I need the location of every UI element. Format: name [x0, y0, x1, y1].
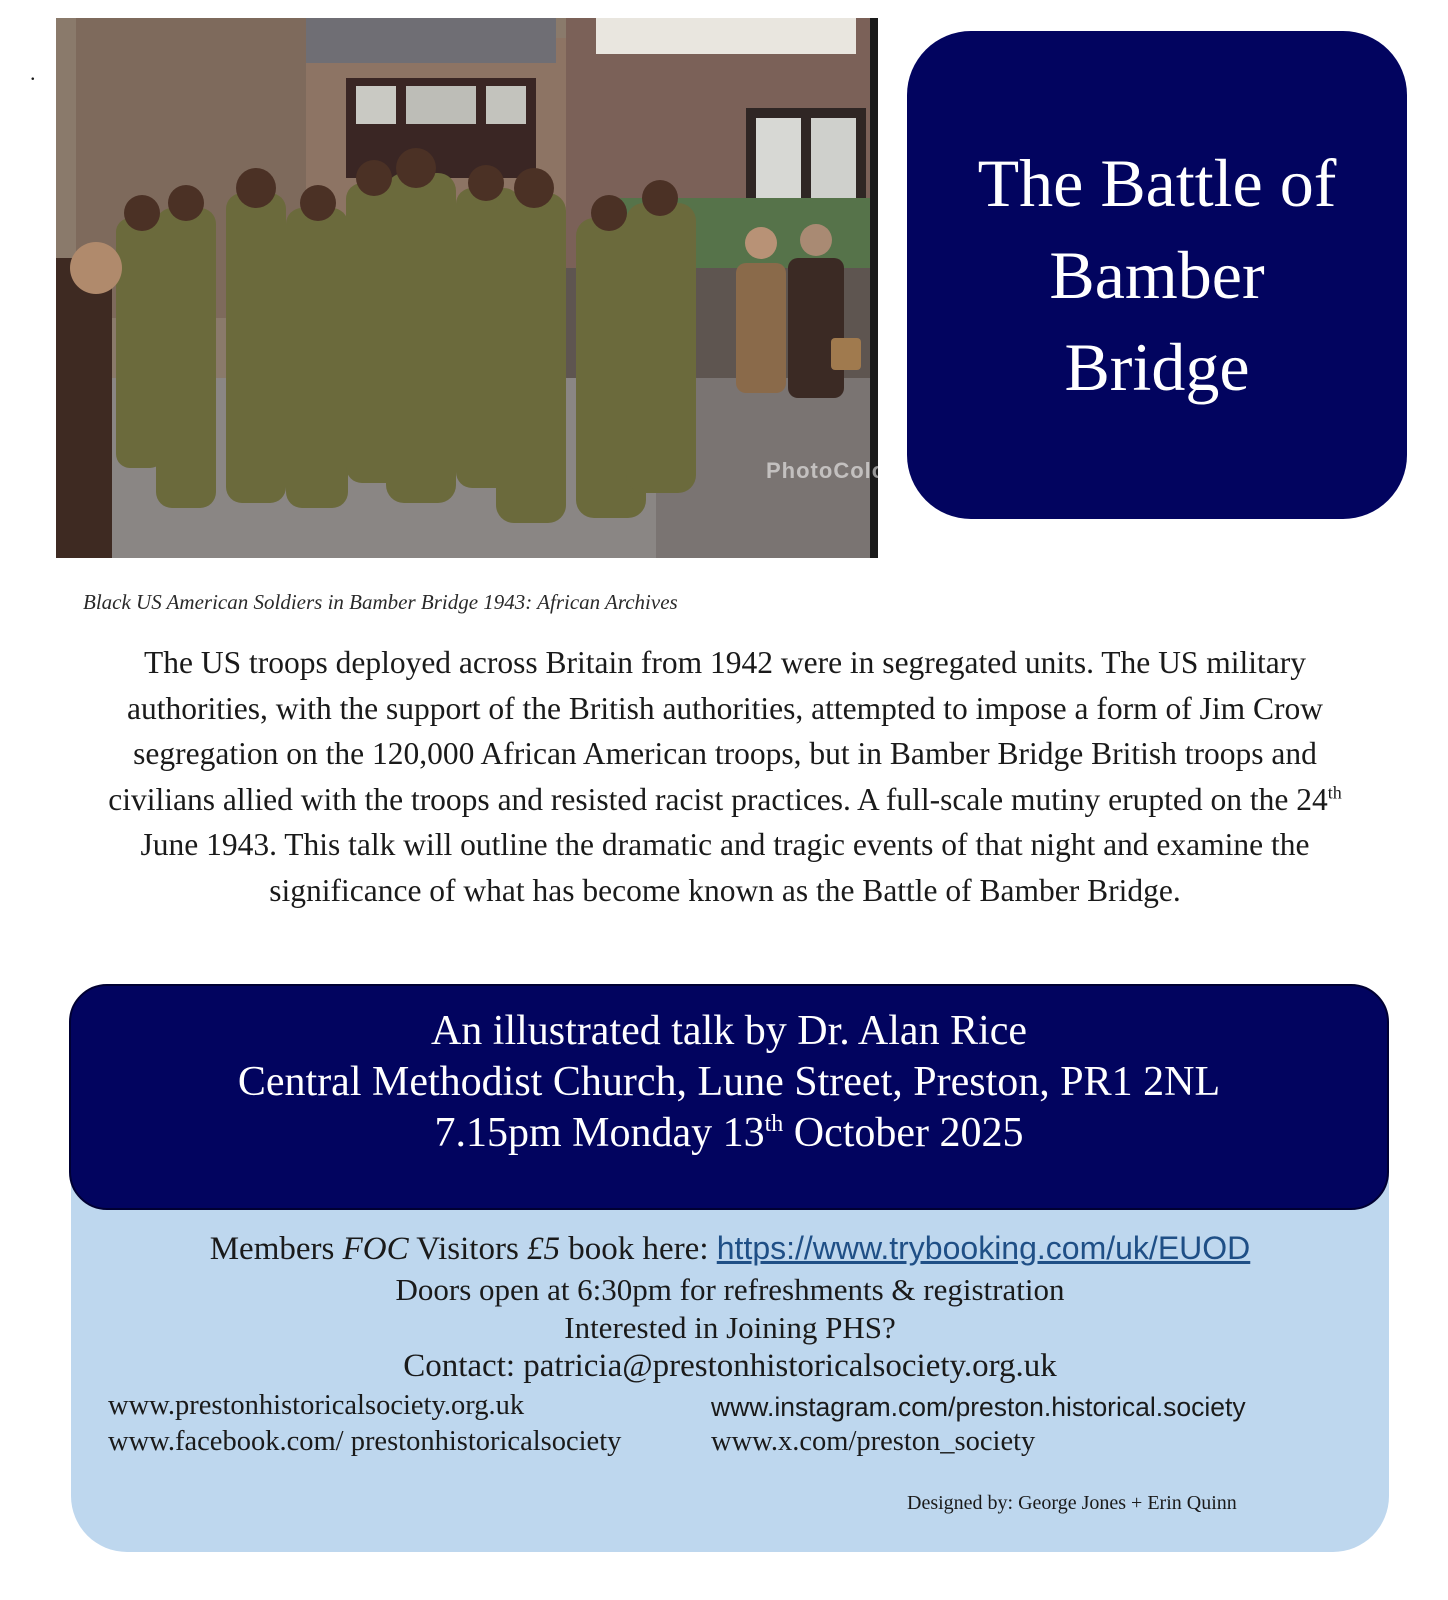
- booking-visitors: Visitors: [408, 1231, 528, 1267]
- speaker-line: An illustrated talk by Dr. Alan Rice: [430, 1008, 1028, 1054]
- intro-paragraph: [80, 640, 1370, 913]
- booking-foc: FOC: [342, 1231, 409, 1267]
- intro-date-suffix: th: [1327, 782, 1342, 802]
- stray-dot: .: [30, 60, 36, 85]
- venue-line: Central Methodist Church, Lune Street, Preston, PR1 2NL: [237, 1059, 1221, 1105]
- booking-link[interactable]: https://www.trybooking.com/uk/EUOD: [716, 1230, 1251, 1266]
- event-details-box: [69, 984, 1389, 1210]
- joining-line: Interested in Joining PHS?: [564, 1310, 896, 1345]
- intro-text-start: The US troops deployed across Britain from 1942 were in segregated units. The US military authorities, with the support of the British authorities, attempted to impose a form of Jim Crow segregation on the 120,000 African American troops, but in Bamber Bridge British troops and civilians allied with the troops and resisted racist practices. A full-scale mutiny erupted on the 24: [108, 645, 1328, 817]
- designer-credit: Designed by: George Jones + Erin Quinn: [907, 1492, 1237, 1514]
- booking-line: [71, 1230, 1389, 1268]
- date-suffix: th: [764, 1111, 784, 1137]
- contact-line: Contact: patricia@prestonhistoricalsociety.org.uk: [403, 1348, 1057, 1384]
- intro-text-end: June 1943. This talk will outline the dramatic and tragic events of that night and examine the significance of what has become known as the Battle of Bamber Bridge.: [140, 827, 1310, 908]
- booking-prompt: book here:: [560, 1231, 717, 1267]
- doors-line: Doors open at 6:30pm for refreshments & registration: [395, 1272, 1065, 1307]
- x-link[interactable]: www.x.com/preston_society: [711, 1426, 1036, 1457]
- date-time-start: 7.15pm Monday 13: [434, 1110, 765, 1156]
- date-time-end: October 2025: [783, 1110, 1024, 1156]
- photo-watermark: PhotoColor: [766, 458, 896, 483]
- facebook-link[interactable]: www.facebook.com/ prestonhistoricalsociety: [108, 1426, 622, 1457]
- booking-members: Members: [209, 1231, 343, 1267]
- photo-caption: Black US American Soldiers in Bamber Bridge 1943: African Archives: [83, 590, 678, 614]
- instagram-link[interactable]: www.instagram.com/preston.historical.society: [711, 1392, 1246, 1422]
- soldiers-photo-illustration: [56, 18, 878, 558]
- website-link[interactable]: www.prestonhistoricalsociety.org.uk: [108, 1390, 525, 1421]
- soldiers-photo: [56, 18, 896, 558]
- title-box: [907, 31, 1407, 519]
- booking-price: £5: [527, 1231, 561, 1267]
- date-time-line: [71, 1108, 1387, 1159]
- poster-title: The Battle of Bamber Bridge: [977, 145, 1337, 405]
